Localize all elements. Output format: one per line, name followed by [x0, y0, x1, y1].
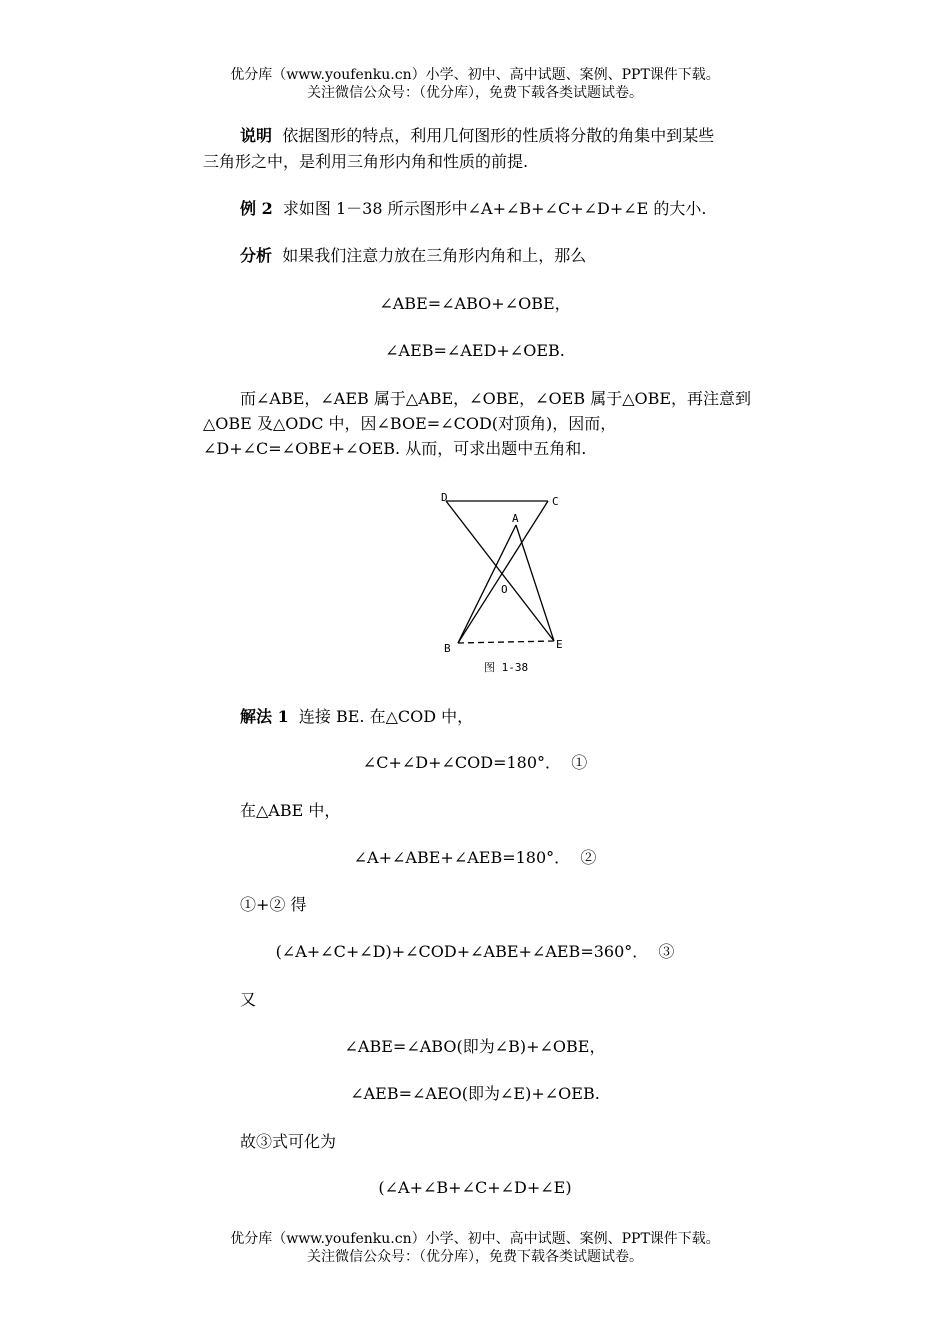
analysis-para-2: △OBE 及△ODC 中，因∠BOE=∠COD(对顶角)，因而， — [203, 414, 617, 433]
header-line-2: 关注微信公众号：（优分库），免费下载各类试题试卷。 — [307, 85, 643, 101]
analysis-para-1: 而∠ABE，∠AEB 属于△ABE，∠OBE，∠OEB 属于△OBE，再注意到 — [240, 389, 752, 408]
footer-line-1: 优分库（www.youfenku.cn）小学、初中、高中试题、案例、PPT课件下载。 — [230, 1231, 720, 1247]
label-d: D — [441, 491, 448, 504]
analysis-eq-1: ∠ABE=∠ABO+∠OBE， — [379, 294, 571, 313]
solution-eq-2: ∠A+∠ABE+∠AEB=180°． ② — [353, 848, 597, 867]
solution-eq-5: ∠AEB=∠AEO(即为∠E)+∠OEB. — [350, 1084, 600, 1103]
segment-de — [446, 501, 554, 641]
figure-caption: 图 1-38 — [484, 661, 529, 674]
analysis-eq-2: ∠AEB=∠AED+∠OEB. — [385, 341, 565, 360]
label-o: O — [501, 583, 508, 596]
note-label: 说明 — [240, 126, 273, 145]
note-line-1 — [240, 123, 714, 149]
figure-1-38 — [430, 485, 580, 680]
solution-line — [240, 704, 473, 730]
label-c: C — [552, 495, 559, 508]
solution-eq-4: ∠ABE=∠ABO(即为∠B)+∠OBE， — [344, 1037, 606, 1056]
segment-be — [458, 641, 554, 643]
example-line — [240, 196, 707, 222]
label-e: E — [556, 638, 563, 651]
footer-line-2: 关注微信公众号：（优分库），免费下载各类试题试卷。 — [307, 1249, 643, 1265]
note-text-1: 依据图形的特点，利用几何图形的性质将分散的角集中到某些 — [282, 126, 715, 145]
analysis-text: 如果我们注意力放在三角形内角和上，那么 — [282, 246, 587, 265]
header-line-1: 优分库（www.youfenku.cn）小学、初中、高中试题、案例、PPT课件下载。 — [230, 67, 720, 83]
solution-intro: 连接 BE. 在△COD 中， — [298, 707, 474, 726]
note-line-2: 三角形之中，是利用三角形内角和性质的前提. — [203, 152, 529, 171]
example-text: 求如图 1－38 所示图形中∠A+∠B+∠C+∠D+∠E 的大小. — [282, 199, 707, 218]
example-label: 例 2 — [240, 199, 273, 218]
solution-label: 解法 1 — [240, 707, 289, 726]
label-a: A — [512, 512, 519, 525]
solution-eq-1: ∠C+∠D+∠COD=180°． ① — [362, 753, 588, 772]
segment-ae — [516, 525, 554, 641]
solution-in-abe: 在△ABE 中， — [240, 801, 341, 820]
analysis-para-3: ∠D+∠C=∠OBE+∠OEB. 从而，可求出题中五角和. — [203, 439, 587, 458]
solution-sum: ①+② 得 — [240, 895, 307, 914]
solution-therefore: 故③式可化为 — [240, 1132, 337, 1151]
label-b: B — [444, 642, 451, 655]
analysis-line — [240, 243, 586, 269]
segment-cb — [458, 501, 548, 643]
solution-eq-6: (∠A+∠B+∠C+∠D+∠E) — [378, 1178, 572, 1197]
analysis-label: 分析 — [240, 246, 273, 265]
solution-eq-3: (∠A+∠C+∠D)+∠COD+∠ABE+∠AEB=360°． ③ — [275, 942, 675, 961]
solution-also: 又 — [240, 990, 257, 1009]
